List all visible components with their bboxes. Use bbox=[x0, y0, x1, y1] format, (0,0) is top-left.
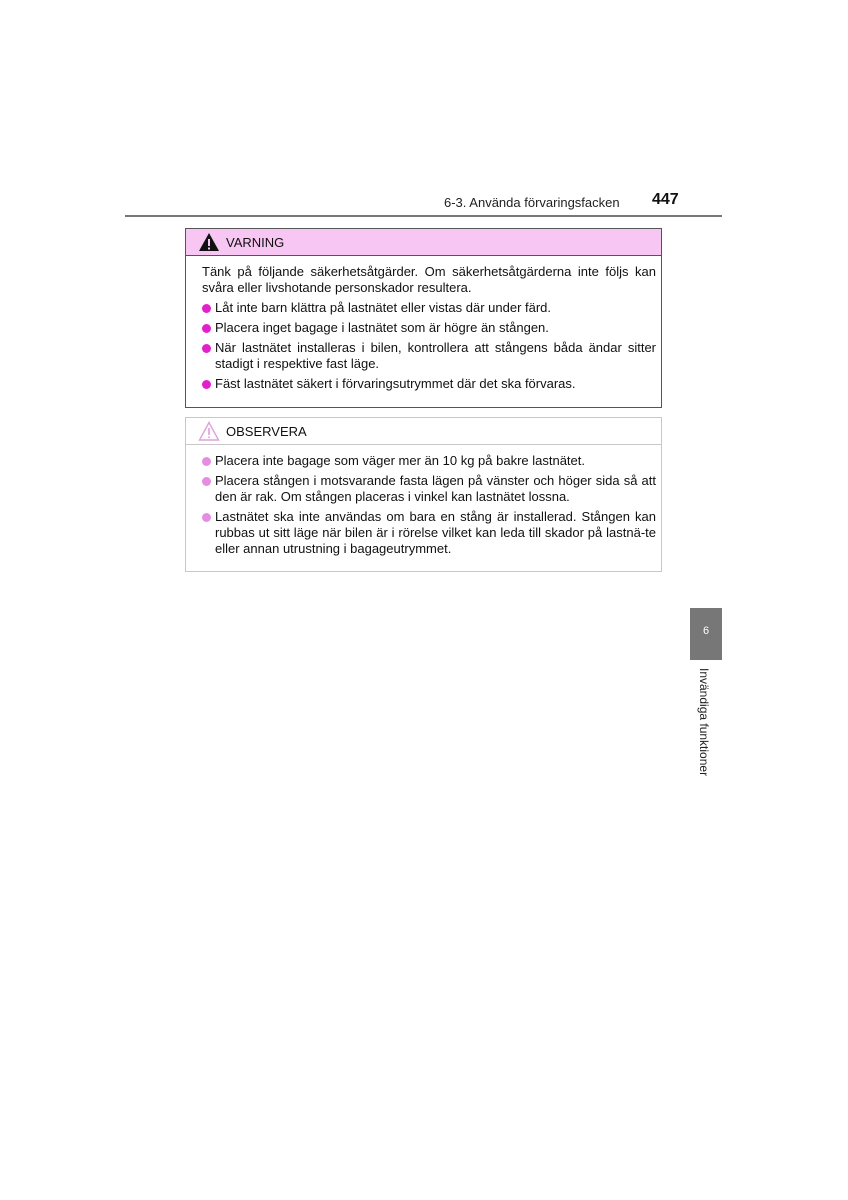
bullet-dot-icon bbox=[202, 513, 211, 522]
warning-intro: Tänk på följande säkerhetsåtgärder. Om säkerhetsåtgärderna inte följs kan svåra eller livshotande personskador resultera. bbox=[202, 264, 656, 295]
list-item bbox=[202, 340, 656, 372]
list-item-text: Placera inget bagage i lastnätet som är högre än stången. bbox=[215, 320, 549, 335]
list-item bbox=[202, 509, 656, 557]
list-item-text: Låt inte barn klättra på lastnätet eller vistas där under färd. bbox=[215, 300, 552, 315]
warning-title: VARNING bbox=[226, 234, 285, 250]
list-item bbox=[202, 473, 656, 505]
list-item bbox=[202, 320, 656, 336]
notice-triangle-icon bbox=[198, 421, 220, 441]
list-item bbox=[202, 300, 656, 316]
notice-title: OBSERVERA bbox=[226, 423, 307, 439]
notice-box bbox=[185, 417, 662, 572]
section-title: 6-3. Använda förvaringsfacken bbox=[444, 195, 620, 210]
bullet-dot-icon bbox=[202, 324, 211, 333]
list-item bbox=[202, 453, 656, 469]
header-divider bbox=[125, 215, 722, 217]
bullet-dot-icon bbox=[202, 304, 211, 313]
warning-body bbox=[186, 256, 661, 392]
list-item-text: Lastnätet ska inte användas om bara en stång är installerad. Stången kan rubbas ut sitt läge när bilen är i rörelse vilket kan leda till skador på lastnä-te eller annan utrustning i bagageutrymmet. bbox=[215, 509, 656, 556]
notice-body bbox=[186, 445, 661, 557]
warning-triangle-icon bbox=[198, 232, 220, 252]
bullet-dot-icon bbox=[202, 380, 211, 389]
list-item-text: Placera inte bagage som väger mer än 10 kg på bakre lastnätet. bbox=[215, 453, 585, 468]
list-item-text: Fäst lastnätet säkert i förvaringsutrymmet där det ska förvaras. bbox=[215, 376, 576, 391]
list-item bbox=[202, 376, 656, 392]
notice-header bbox=[186, 418, 661, 445]
warning-header bbox=[186, 229, 661, 256]
chapter-label: Invändiga funktioner bbox=[697, 668, 711, 777]
list-item-text: När lastnätet installeras i bilen, kontrollera att stångens båda ändar sitter stadigt i respektive fast läge. bbox=[215, 340, 656, 371]
bullet-dot-icon bbox=[202, 477, 211, 486]
bullet-dot-icon bbox=[202, 344, 211, 353]
chapter-number: 6 bbox=[702, 625, 710, 637]
chapter-tab bbox=[690, 608, 722, 660]
bullet-dot-icon bbox=[202, 457, 211, 466]
list-item-text: Placera stången i motsvarande fasta lägen på vänster och höger sida så att den är rak. Om stången placeras i vinkel kan lastnätet lossna. bbox=[215, 473, 656, 504]
warning-box bbox=[185, 228, 662, 408]
page-number: 447 bbox=[652, 191, 679, 208]
